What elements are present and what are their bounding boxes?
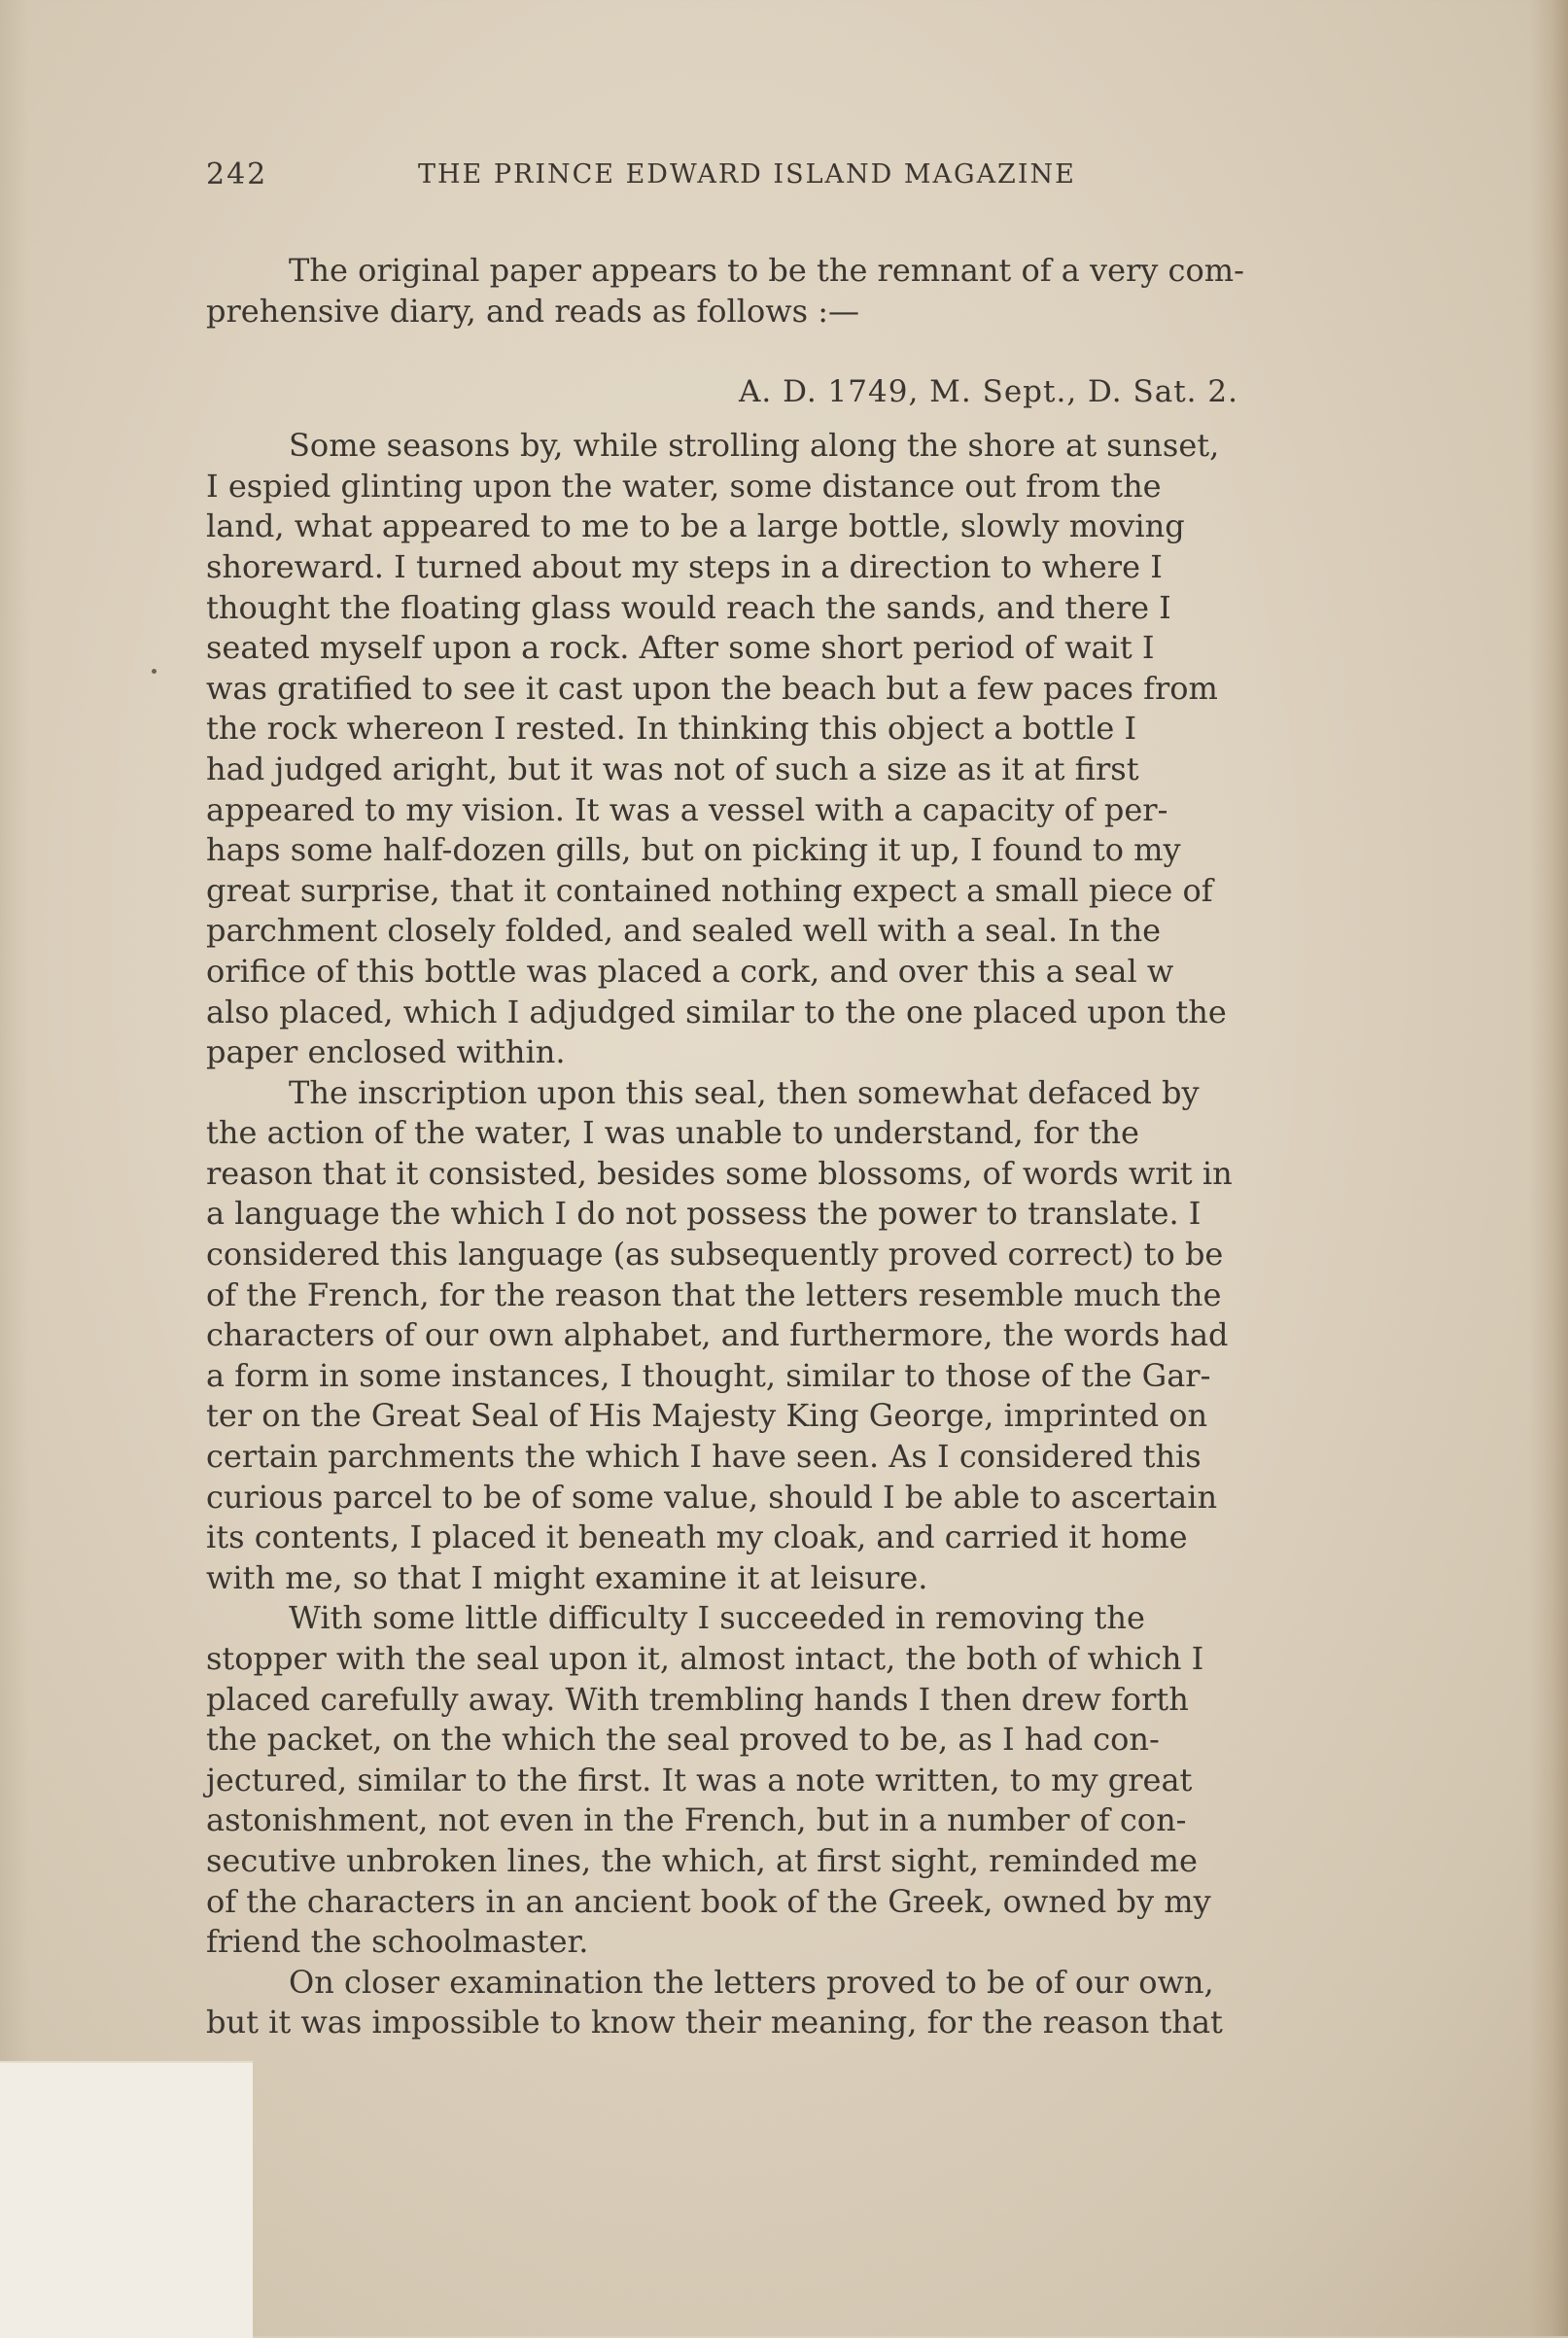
magazine-title: THE PRINCE EDWARD ISLAND MAGAZINE	[418, 159, 1076, 190]
paragraph-line: thought the floating glass would reach the sands, and there I	[206, 588, 1171, 626]
paragraph-line: reason that it consisted, besides some blossoms, of words writ in	[206, 1154, 1233, 1192]
paragraph-line: Some seasons by, while strolling along the shore at sunset,	[289, 427, 1220, 465]
paragraph-line: jectured, similar to the first. It was a note written, to my great	[206, 1761, 1193, 1798]
paragraph-line: but it was impossible to know their meaning, for the reason that	[206, 2004, 1223, 2041]
paragraph-line: had judged aright, but it was not of such a size as it at first	[206, 750, 1139, 787]
paragraph-line: paper enclosed within.	[206, 1033, 566, 1071]
paragraph-line: haps some half-dozen gills, but on picking it up, I found to my	[206, 831, 1181, 869]
paragraph-line: The inscription upon this seal, then somewhat defaced by	[289, 1073, 1200, 1111]
page-number: 242	[206, 157, 268, 192]
paragraph-line: with me, so that I might examine it at leisure.	[206, 1558, 928, 1596]
paragraph-line: considered this language (as subsequently proved correct) to be	[206, 1236, 1224, 1274]
paragraph-line: the rock whereon I rested. In thinking this object a bottle I	[206, 710, 1137, 748]
paragraph-line: also placed, which I adjudged similar to the one placed upon the	[206, 993, 1227, 1030]
page-shadow-left	[0, 0, 29, 2336]
paragraph-line: stopper with the seal upon it, almost intact, the both of which I	[206, 1640, 1204, 1677]
paragraph-line: of the characters in an ancient book of the Greek, owned by my	[206, 1882, 1211, 1920]
paragraph-line: shoreward. I turned about my steps in a direction to where I	[206, 547, 1163, 585]
paragraph-line: appeared to my vision. It was a vessel with a capacity of per-	[206, 790, 1168, 828]
paragraph-line: curious parcel to be of some value, should I be able to ascertain	[206, 1478, 1218, 1516]
running-header	[206, 157, 1178, 196]
ink-speck	[152, 669, 157, 674]
torn-page-corner	[0, 2061, 253, 2338]
paragraph-line: placed carefully away. With trembling hands I then drew forth	[206, 1680, 1189, 1718]
paragraph-line: friend the schoolmaster.	[206, 1923, 589, 1961]
paragraph-line: was gratified to see it cast upon the beach but a few paces from	[206, 669, 1218, 707]
paragraph-line: certain parchments the which I have seen. As I considered this	[206, 1438, 1202, 1476]
paragraph-line: land, what appeared to me to be a large bottle, slowly moving	[206, 507, 1185, 545]
paragraph-line: orifice of this bottle was placed a cork, and over this a seal w	[206, 952, 1174, 990]
spacer	[206, 332, 1373, 359]
paragraph-line: I espied glinting upon the water, some distance out from the	[206, 467, 1162, 505]
paragraph-line: secutive unbroken lines, the which, at first sight, reminded me	[206, 1841, 1198, 1879]
paragraph-line: the packet, on the which the seal proved to be, as I had con-	[206, 1721, 1160, 1759]
paragraph-line: prehensive diary, and reads as follows :—	[206, 292, 859, 330]
page-shadow-right	[1529, 0, 1568, 2336]
paragraph-line: characters of our own alphabet, and furthermore, the words had	[206, 1316, 1229, 1354]
article-text	[206, 251, 1373, 2043]
paragraph-line: of the French, for the reason that the letters resemble much the	[206, 1275, 1222, 1313]
paragraph-line: the action of the water, I was unable to understand, for the	[206, 1114, 1139, 1152]
paragraph-line: On closer examination the letters proved to be of our own,	[289, 1963, 1214, 2001]
paragraph-line: a language the which I do not possess the power to translate. I	[206, 1195, 1202, 1233]
paragraph-line: astonishment, not even in the French, but in a number of con-	[206, 1801, 1187, 1839]
paragraph-line: a form in some instances, I thought, similar to those of the Gar-	[206, 1356, 1211, 1394]
dateline: A. D. 1749, M. Sept., D. Sat. 2.	[739, 374, 1238, 410]
paragraph-line: parchment closely folded, and sealed well with a seal. In the	[206, 912, 1162, 950]
paragraph-line: The original paper appears to be the remnant of a very com-	[289, 252, 1244, 289]
paragraph-line: its contents, I placed it beneath my cloak, and carried it home	[206, 1518, 1188, 1556]
paragraph-line: ter on the Great Seal of His Majesty King George, imprinted on	[206, 1397, 1208, 1435]
paragraph-line: With some little difficulty I succeeded in removing the	[289, 1599, 1145, 1637]
paragraph-line: seated myself upon a rock. After some short period of wait I	[206, 629, 1155, 667]
paragraph-line: great surprise, that it contained nothing expect a small piece of	[206, 871, 1213, 909]
